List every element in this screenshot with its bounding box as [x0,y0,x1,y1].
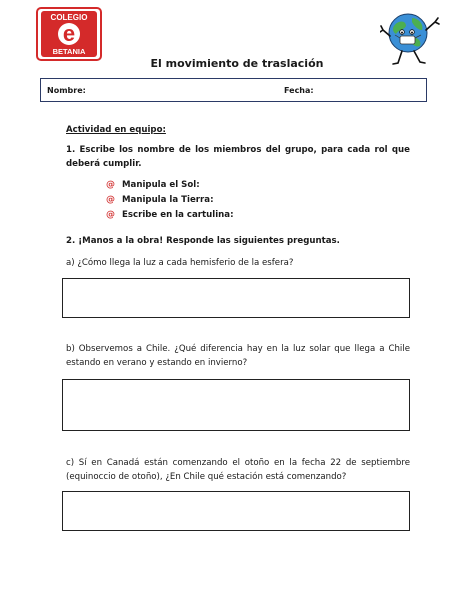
date-label: Fecha: [284,86,314,95]
at-bullet-icon: @ [106,180,115,190]
at-bullet-icon: @ [106,195,115,205]
at-bullet-icon: @ [106,210,115,220]
answer-box-a[interactable] [62,278,410,318]
question-a: a) ¿Cómo llega la luz a cada hemisferio de la esfera? [66,258,294,268]
activity-heading: Actividad en equipo: [66,125,166,135]
role-item [106,195,214,205]
role-label: Manipula el Sol: [122,180,200,190]
logo-letter: e [62,21,76,46]
logo-line1: COLEGIO [50,13,88,22]
question-b: b) Observemos a Chile. ¿Qué diferencia hay en la luz solar que llega a Chile estando en verano y estando en invierno? [66,344,410,368]
question-c: c) Sí en Canadá están comenzando el otoño en la fecha 22 de septiembre (equinoccio de otoño), ¿En Chile qué estación está comenzando? [66,458,410,482]
question-1: 1. Escribe los nombre de los miembros del grupo, para cada rol que deberá cumplir. [66,145,410,169]
name-date-box [40,78,427,102]
role-item [106,180,200,190]
logo-line2: BETANIA [52,47,86,56]
answer-box-b[interactable] [62,379,410,431]
role-item [106,210,234,220]
answer-box-c[interactable] [62,491,410,531]
page-title: El movimiento de traslación [150,57,324,70]
role-label: Manipula la Tierra: [122,195,214,205]
role-label: Escribe en la cartulina: [122,210,234,220]
colegio-betania-logo [36,7,102,61]
question-2: 2. ¡Manos a la obra! Responde las siguientes preguntas. [66,236,340,246]
name-label: Nombre: [47,86,86,95]
